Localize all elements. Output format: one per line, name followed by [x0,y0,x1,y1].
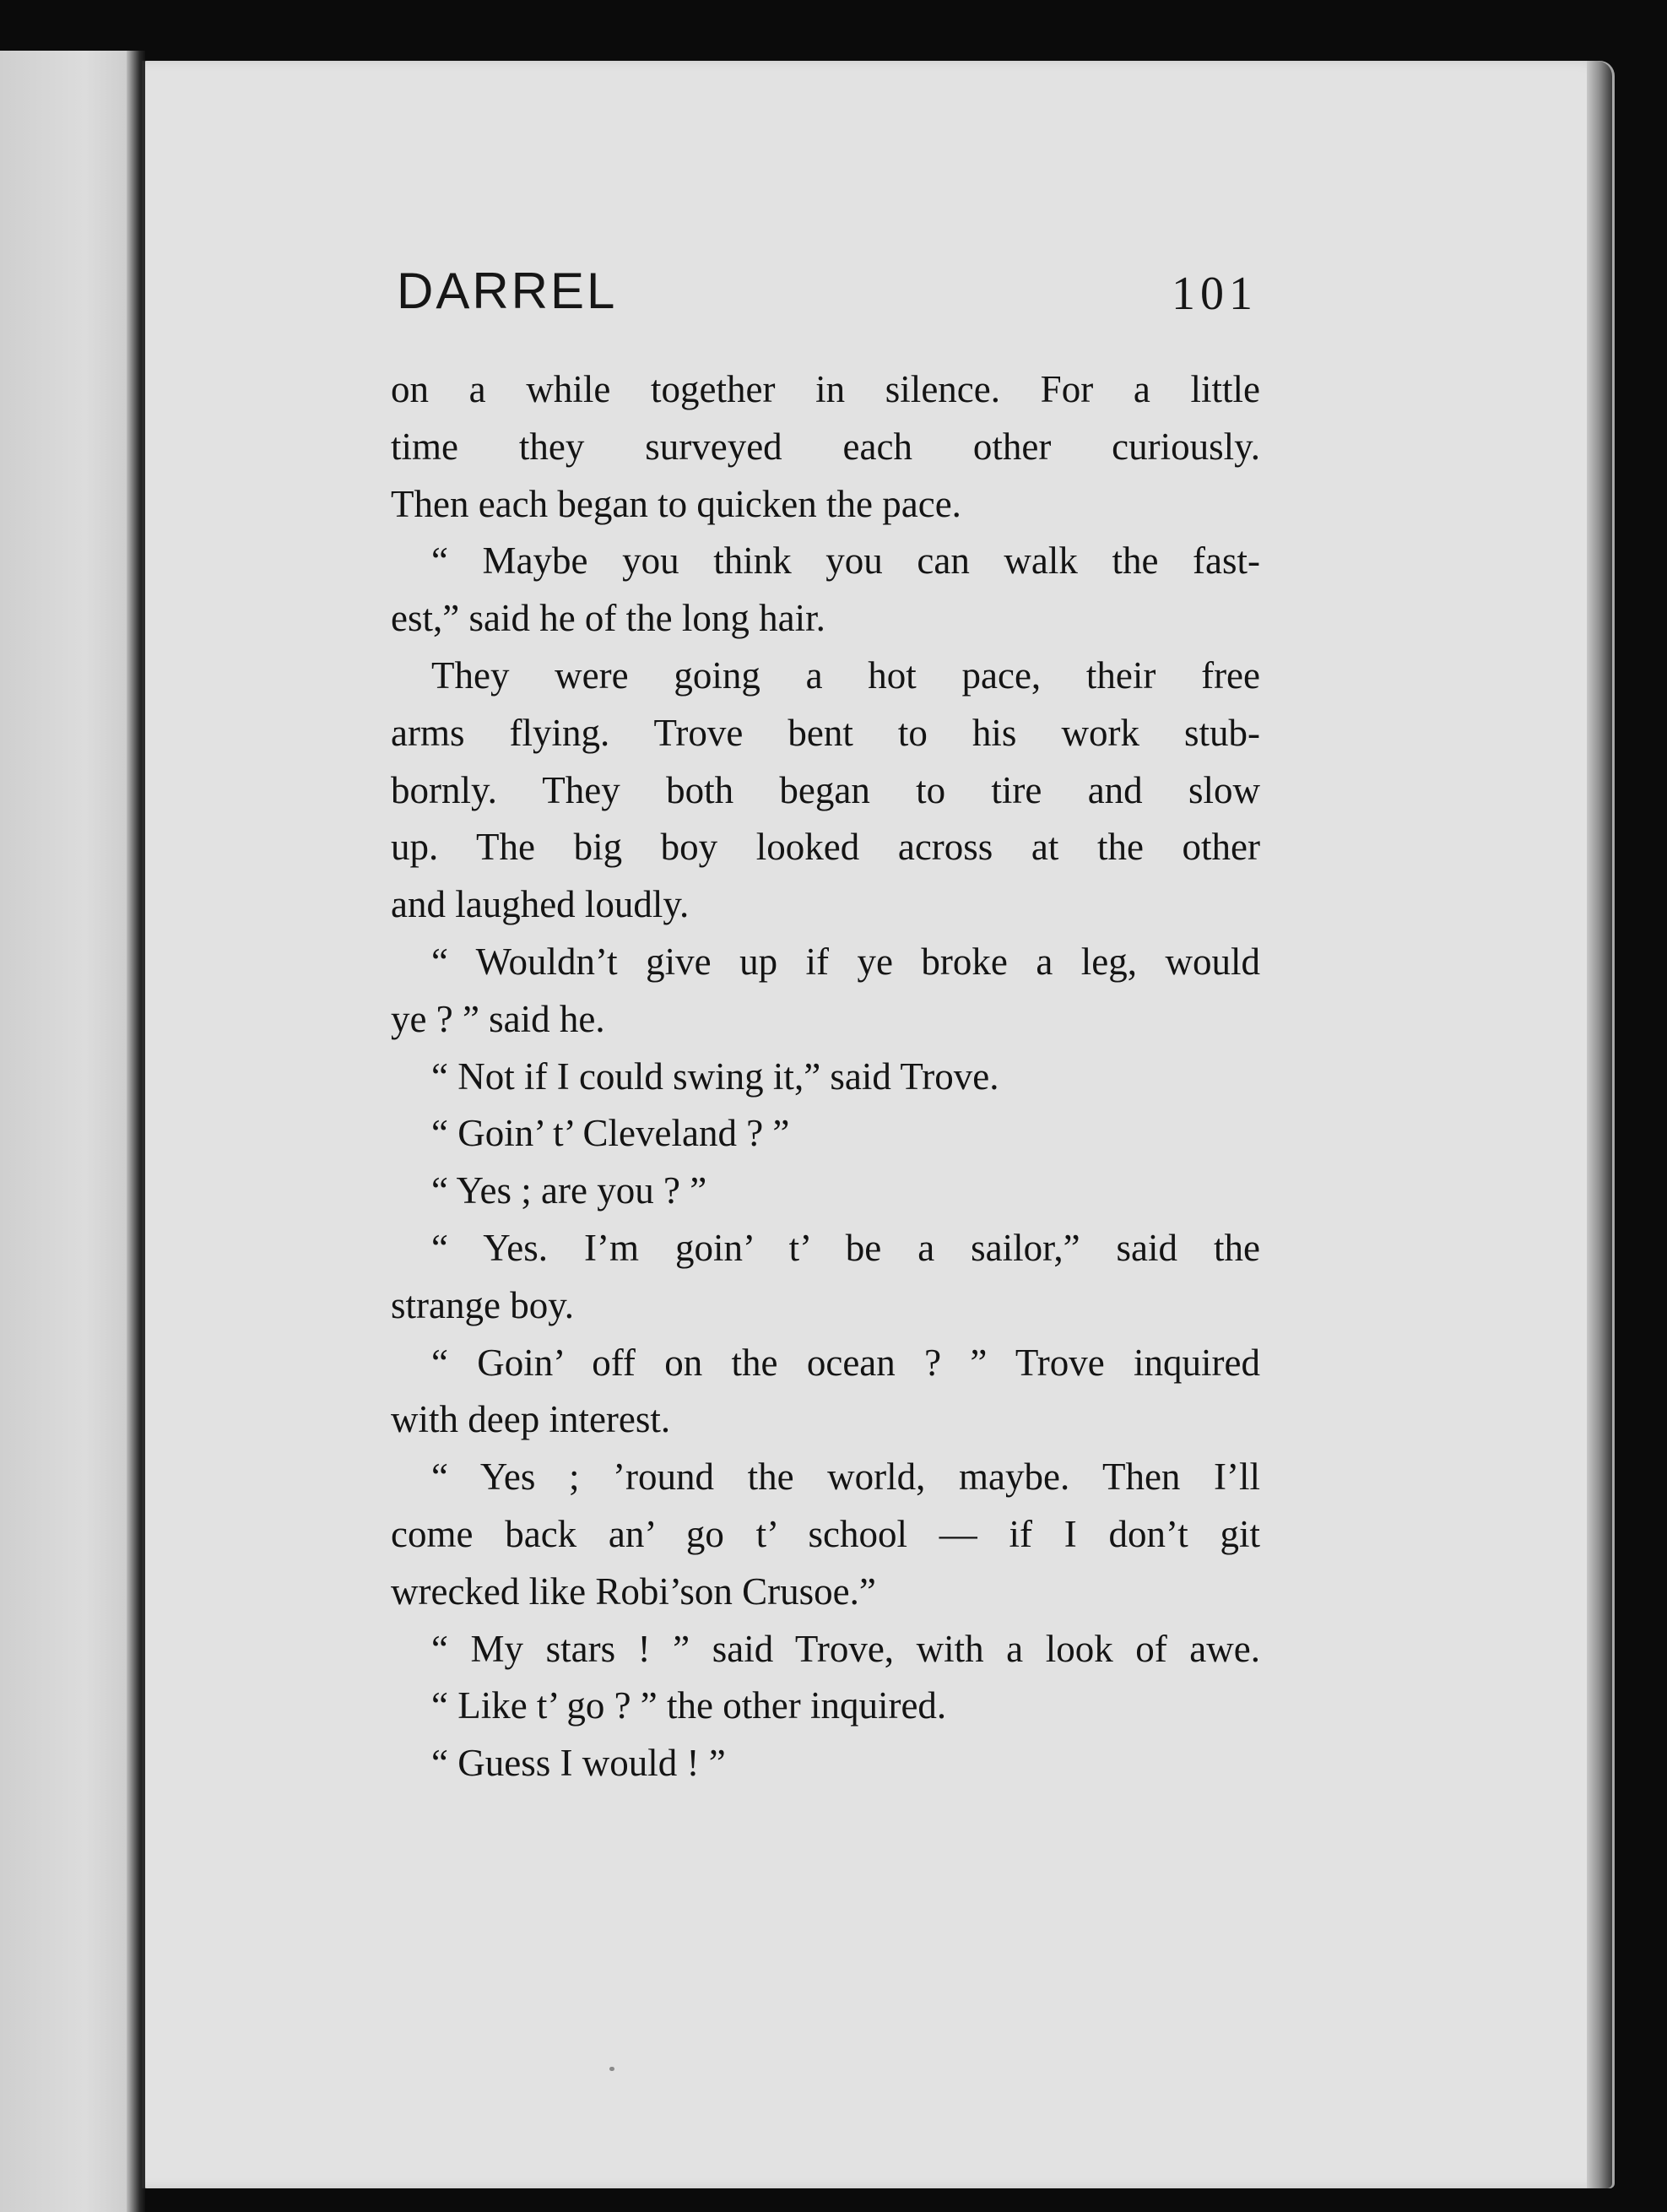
text-line: “ Maybe you think you can walk the fast- [431,539,1260,583]
binding-edge [142,61,145,2188]
paper-speck [609,2067,614,2071]
text-line: “ Not if I could swing it,” said Trove. [431,1054,999,1098]
text-line: “ Goin’ off on the ocean ? ” Trove inquired [431,1341,1260,1384]
text-line: ye ? ” said he. [391,997,605,1040]
text-line: time they surveyed each other curiously. [391,425,1260,468]
page-fore-edge [1587,61,1612,2188]
text-line: “ Like t’ go ? ” the other inquired. [431,1684,947,1727]
page-header [397,262,1258,329]
text-line: “ Yes ; ’round the world, maybe. Then I’ll [431,1456,1260,1499]
running-title: DARREL [397,263,618,319]
page-number: 101 [1172,268,1258,320]
text-line: “ My stars ! ” said Trove, with a look of awe. [431,1627,1260,1670]
text-line: wrecked like Robi’son Crusoe.” [391,1570,876,1613]
text-line: Then each began to quicken the pace. [391,482,961,525]
text-line: on a while together in silence. For a little [391,368,1260,410]
text-line: bornly. They both began to tire and slow [391,768,1260,811]
text-line: and laughed loudly. [391,883,690,926]
text-line: “ Goin’ t’ Cleveland ? ” [431,1112,790,1155]
text-line: strange boy. [391,1283,575,1326]
text-line: with deep interest. [391,1398,671,1441]
text-line: They were going a hot pace, their free [431,653,1260,697]
text-line: up. The big boy looked across at the other [391,826,1260,869]
text-line: “ Yes. I’m goin’ t’ be a sailor,” said the [431,1226,1260,1269]
text-line: “ Yes ; are you ? ” [431,1169,707,1212]
text-line: est,” said he of the long hair. [391,597,825,640]
text-line: come back an’ go t’ school — if I don’t git [391,1512,1260,1555]
text-line: “ Guess I would ! ” [431,1742,726,1785]
body-text [391,361,1260,1792]
text-line: “ Wouldn’t give up if ye broke a leg, would [431,940,1260,983]
text-line: arms flying. Trove bent to his work stub- [391,711,1260,754]
previous-page-edge [0,51,142,2212]
